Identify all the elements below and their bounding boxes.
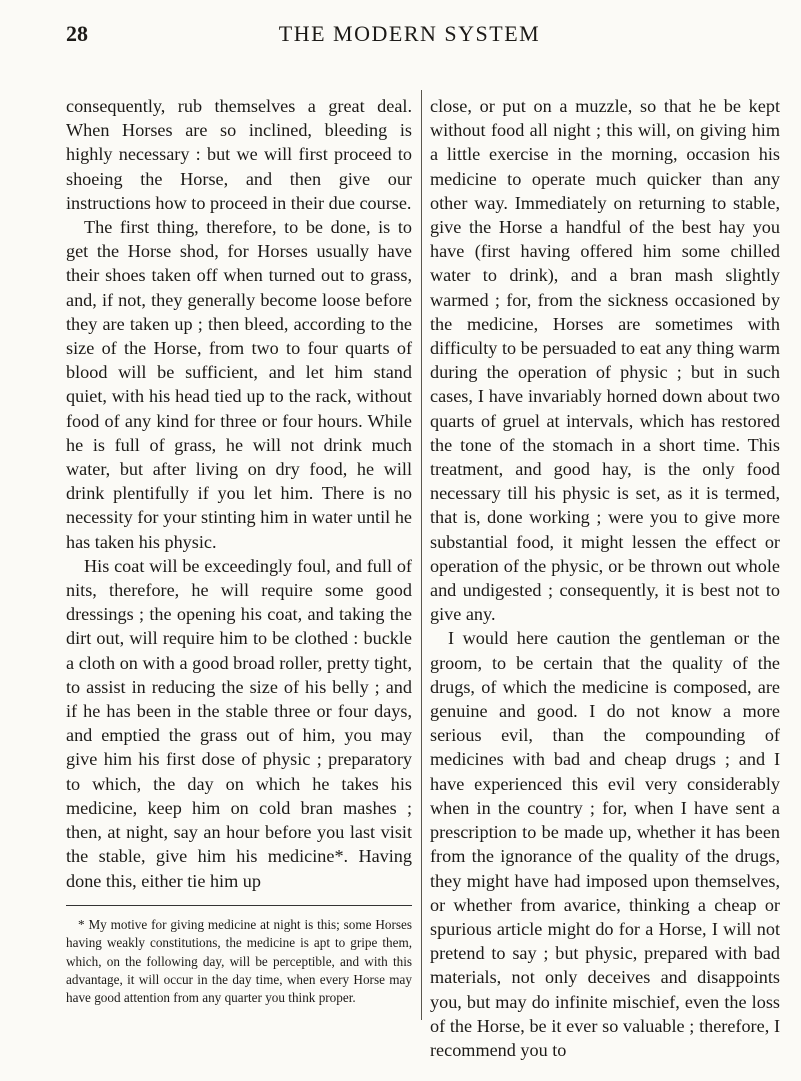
running-head: THE MODERN SYSTEM (278, 21, 541, 46)
paragraph: consequently, rub themselves a great deal. When Horses are so inclined, bleeding is highly necessary : but we will first proceed to shoeing the Horse, and then give our instructions how to proceed in their due course. (66, 96, 412, 213)
left-column (66, 94, 412, 1008)
column-divider (421, 90, 422, 1020)
paragraph: His coat will be exceedingly foul, and full of nits, therefore, he will require some good dressings ; the opening his coat, and taking the dirt out, will require him to be clothed : buckle a cloth on with a good broad roller, pretty tight, to assist in reducing the size of his belly ; and if he has been in the stable three or four days, and emptied the grass out of him, you may give him his first dose of physic ; preparatory to which, the day on which he takes his medicine, keep him on cold bran mashes ; then, at night, say an hour before you last visit the stable, give him his medicine*. Having done this, either tie him up (66, 555, 412, 891)
footnote-rule (66, 905, 412, 906)
paragraph: The first thing, therefore, to be done, is to get the Horse shod, for Horses usually have their shoes taken off when turned out to grass, and, if not, they generally become loose before they are taken up ; then bleed, according to the size of the Horse, from two to four quarts of blood will be sufficient, and let him stand quiet, with his head tied up to the rack, without food of any kind for three or four hours. While he is full of grass, he will not drink much water, but after living on dry food, he will drink plentifully if you let him. There is no necessity for your stinting him in water until he has taken his physic. (66, 217, 412, 552)
page-header (66, 14, 753, 54)
paragraph: I would here caution the gentleman or the groom, to be certain that the quality of the drugs, of which the medicine is composed, are genuine and good. I do not know a more serious evil, than the compounding of medicines with bad and cheap drugs ; and I have experienced this evil very considerably when in the country ; for, when I have sent a prescription to be made up, whether it has been from the ignorance of the quality of the drugs, they might have had imposed upon themselves, or whether from avarice, thinking a cheap or spurious article might do for a Horse, I will not pretend to say ; but physic, prepared with bad materials, not only deceives and disappoints you, but may do infinite mischief, even the loss of the Horse, be it ever so valuable ; therefore, I recommend you to (430, 628, 780, 1060)
footnote: * My motive for giving medicine at night is this; some Horses having weakly constitutions, the medicine is apt to gripe them, which, on the following day, will be perceptible, and with this advantage, it will occur in the day time, when every Horse may have good attention from any quarter you think proper. (66, 916, 412, 1006)
paragraph: close, or put on a muzzle, so that he be kept without food all night ; this will, on giving him a little exercise in the morning, occasion his medicine to operate much quicker than any other way. Immediately on returning to stable, give the Horse a handful of the best hay you have (first having offered him some chilled water to drink), and a bran mash slightly warmed ; for, from the sickness occasioned by the medicine, Horses are sometimes with difficulty to be persuaded to eat any thing warm during the operation of physic ; but in such cases, I have invariably horned down about two quarts of gruel at intervals, which has restored the tone of the stomach in a short time. This treatment, and good hay, is the only food necessary till his physic is set, as it is termed, that is, done working ; were you to give more substantial food, it might lessen the effect or operation of the physic, or be thrown out whole and undigested ; consequently, it is best not to give any. (430, 96, 780, 625)
page-number: 28 (66, 21, 88, 46)
right-column (430, 94, 780, 1062)
